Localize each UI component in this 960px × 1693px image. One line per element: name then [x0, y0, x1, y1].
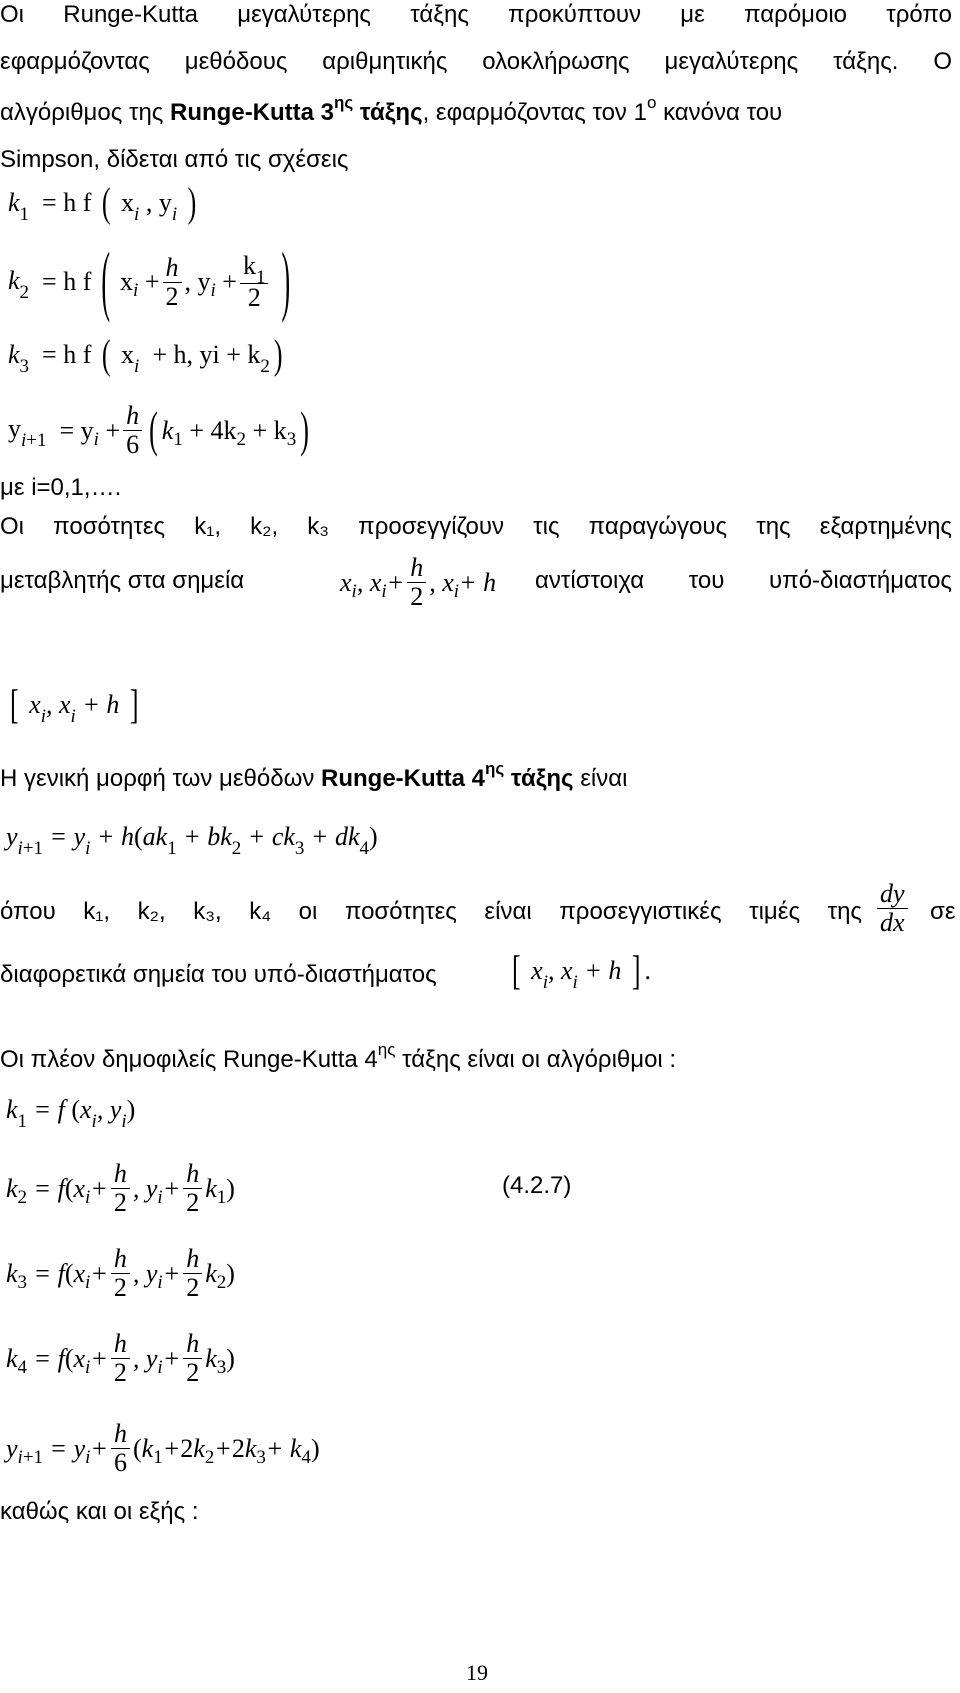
- equation-k2: $k_2$ = h f ( x i + $\frac{h}{2}$ , y i + $\frac{k_1}{2}$ ): [8, 237, 291, 324]
- bold-term: Runge-Kutta 3: [170, 99, 335, 126]
- interval-formula: [ $x_i$, $x_i + h$ ]: [10, 681, 139, 728]
- superscript: ης: [334, 93, 354, 112]
- text-line: όπου k₁, k₂, k₃, k₄ οι ποσότητες είναι προσεγγιστικές τιμές της: [0, 898, 862, 925]
- equation-rk4-k2: k 2 = f ( x i + $\frac{h}{2}$ , y i + $\frac{h}{2}$ k 1 ): [6, 1159, 235, 1217]
- text-line: διαφορετικά σημεία του υπό-διαστήματος: [0, 961, 437, 988]
- text-line: Οι Runge-Kutta μεγαλύτερης τάξης προκύπτουν με παρόμοιο τρόπο: [0, 1, 952, 28]
- equation-rk4-k4: k 4 = f ( x i + $\frac{h}{2}$ , y i + $\frac{h}{2}$ k 3 ): [6, 1329, 235, 1387]
- derivative-fraction: $\frac{dy}{dx}$: [874, 880, 911, 937]
- equation-k3: $k_3 = h$ f ( $x_i + h$, yi + $k_2$ ): [8, 331, 283, 378]
- points-formula: x i , x i + $\frac{h}{2}$ , x i + h: [340, 553, 497, 611]
- text-span: τάξης είναι οι αλγόριθμοι :: [395, 1046, 677, 1073]
- equation-k1: $k_1 = h$ f ( $x_i$ , $y_i$ ): [8, 179, 197, 226]
- superscript: ης: [485, 759, 505, 778]
- index-range: με i=0,1,….: [0, 474, 122, 501]
- text-line: καθώς και οι εξής :: [0, 1498, 199, 1525]
- text-span: , εφαρμόζοντας τον 1: [422, 99, 647, 126]
- text-span: Οι πλέον δημοφιλείς Runge-Kutta 4: [0, 1046, 378, 1073]
- equation-rk4-k1: $k_1 = f$ ($x_i$, $y_i$): [6, 1095, 136, 1132]
- equation-rk4-k3: k 3 = f ( x i + $\frac{h}{2}$ , y i + $\frac{h}{2}$ k 2 ): [6, 1244, 235, 1302]
- text-span: είναι: [573, 765, 628, 792]
- superscript: ης: [377, 1040, 396, 1059]
- equation-label: (4.2.7): [502, 1172, 572, 1199]
- page-number: 19: [466, 1660, 488, 1685]
- text-line: αντίστοιχα του υπό-διαστήματος: [535, 567, 952, 594]
- text-line: [0, 759, 628, 796]
- bold-term: τάξης: [504, 765, 574, 792]
- equation-y-next-rk3: $y_{i+1}$ = y i + $\frac{h}{6}$ ( k 1 + 4k 2 + k 3 ): [8, 401, 309, 459]
- text-line: [0, 1040, 677, 1077]
- text-line: μεταβλητής στα σημεία: [0, 567, 245, 594]
- text-line: εφαρμόζοντας μεθόδους αριθμητικής ολοκλήρωσης μεγαλύτερης τάξης. Ο: [0, 48, 952, 75]
- text-line: Simpson, δίδεται από τις σχέσεις: [0, 146, 349, 173]
- text-line: [0, 93, 952, 130]
- text-span: αλγόριθμος της: [0, 99, 171, 126]
- equation-general-rk4: $y_{i+1} = y_i + h(ak_1 + bk_2 + ck_3 + dk_4)$: [6, 822, 378, 859]
- text-span: Η γενική μορφή των μεθόδων: [0, 765, 321, 792]
- text-span: κανόνα του: [656, 99, 783, 126]
- equation-rk4-y-next: y i+1 = y i + $\frac{h}{6}$ ( k 1 + 2 k 2 + 2 k 3 + k 4 ): [6, 1419, 320, 1477]
- superscript: ο: [646, 93, 657, 112]
- text-line: Οι ποσότητες k₁, k₂, k₃ προσεγγίζουν τις παραγώγους της εξαρτημένης: [0, 513, 952, 540]
- interval-formula: [ $x_i$, $x_i + h$ ] .: [512, 947, 652, 994]
- bold-term: τάξης: [353, 99, 423, 126]
- text-span: σε: [930, 898, 956, 925]
- bold-term: Runge-Kutta 4: [321, 765, 485, 792]
